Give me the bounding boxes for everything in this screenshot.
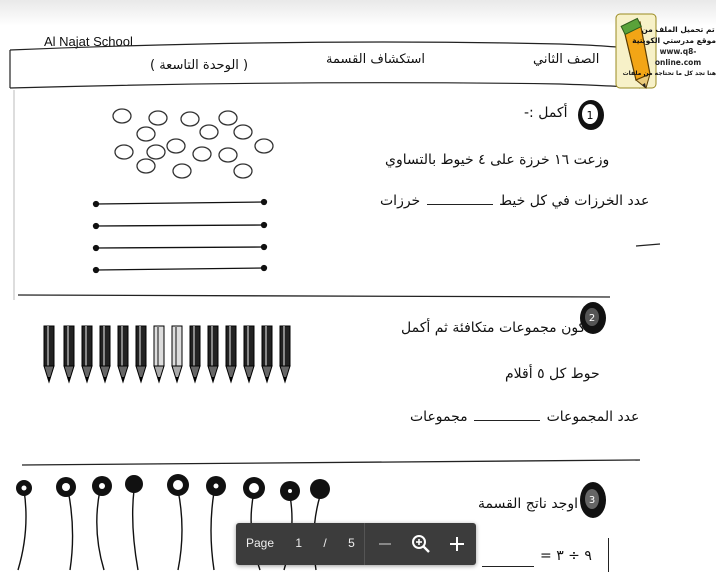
question-2-number: 2	[588, 313, 596, 324]
pencil	[64, 326, 74, 382]
bead	[115, 145, 133, 159]
pencil	[280, 326, 290, 382]
page-separator: /	[323, 536, 327, 550]
logo-text	[622, 24, 716, 79]
total-pages: 5	[348, 536, 355, 550]
question-1-title: أكمل :-	[524, 105, 568, 121]
bead	[200, 125, 218, 139]
grade-label: الصف الثاني	[533, 52, 600, 67]
strings-illustration	[90, 194, 270, 276]
pencils-illustration	[40, 322, 304, 388]
minus-icon	[372, 531, 398, 557]
question-1-answer-blank[interactable]	[427, 192, 493, 205]
bead	[234, 164, 252, 178]
current-page-input[interactable]: 1	[295, 536, 303, 550]
question-1-text: وزعت ١٦ خرزة على ٤ خيوط بالتساوي	[385, 152, 610, 168]
question-2-answer	[410, 408, 639, 425]
flower	[125, 475, 143, 493]
question-1-answer-unit: خرزات	[380, 193, 421, 209]
toolbar-divider	[364, 523, 365, 565]
pencil	[208, 326, 218, 382]
pencil	[172, 326, 182, 382]
question-2-title: كون مجموعات متكافئة ثم أكمل	[401, 320, 586, 336]
unit-label: ( الوحدة التاسعة )	[150, 58, 249, 73]
pencil	[118, 326, 128, 382]
pencil	[154, 326, 164, 382]
question-2-answer-blank[interactable]	[474, 408, 540, 421]
logo-line-1: تم تحميل الملف من	[641, 25, 715, 34]
pencil	[100, 326, 110, 382]
bead	[234, 125, 252, 139]
pencil	[226, 326, 236, 382]
plus-icon	[444, 531, 470, 557]
pencil	[44, 326, 54, 382]
pencil	[244, 326, 254, 382]
pencil	[82, 326, 92, 382]
bead	[113, 109, 131, 123]
page-label: Page	[246, 536, 275, 550]
bead	[255, 139, 273, 153]
question-1-badge-icon	[576, 98, 606, 132]
question-3-title: اوجد ناتج القسمة	[478, 496, 578, 512]
question-1-answer	[380, 192, 649, 209]
bead	[167, 139, 185, 153]
logo-line-4: هنا تجد كل ما تحتاجه من ملفات	[622, 70, 716, 77]
question-2-answer-unit: مجموعات	[410, 409, 468, 425]
question-3-box-edge	[608, 538, 609, 572]
school-name: Al Najat School	[44, 34, 133, 49]
bead	[193, 147, 211, 161]
bead	[137, 127, 155, 141]
question-3-badge-icon	[578, 480, 608, 520]
question-3-equation: ٩ ÷ ٣ =	[540, 548, 592, 564]
zoom-out-button[interactable]	[372, 531, 398, 557]
question-1-number: 1	[586, 109, 594, 122]
pencil	[136, 326, 146, 382]
magnifier-plus-icon	[408, 531, 434, 557]
bead	[219, 111, 237, 125]
page-indicator	[246, 536, 355, 550]
question-2-answer-prefix: عدد المجموعات	[546, 409, 640, 425]
zoom-in-button[interactable]	[444, 531, 470, 557]
bead	[149, 111, 167, 125]
question-3-number: 3	[588, 495, 596, 506]
pdf-viewer-toolbar	[236, 523, 476, 565]
pencil	[190, 326, 200, 382]
logo-url: www.q8-online.com	[654, 47, 702, 67]
bead	[181, 112, 199, 126]
logo-line-2: موقع مدرستي الكويتية	[632, 36, 716, 45]
bead	[137, 159, 155, 173]
lesson-title: استكشاف القسمة	[326, 52, 426, 67]
bead	[219, 148, 237, 162]
question-1-answer-prefix: عدد الخرزات في كل خيط	[499, 193, 650, 209]
bead	[147, 145, 165, 159]
flower	[310, 479, 330, 499]
question-3-answer-blank[interactable]	[482, 566, 534, 567]
question-2-text: حوط كل ٥ أقلام	[505, 366, 600, 382]
bead	[173, 164, 191, 178]
beads-illustration	[100, 100, 290, 190]
pencil	[262, 326, 272, 382]
zoom-fit-button[interactable]	[408, 531, 434, 557]
